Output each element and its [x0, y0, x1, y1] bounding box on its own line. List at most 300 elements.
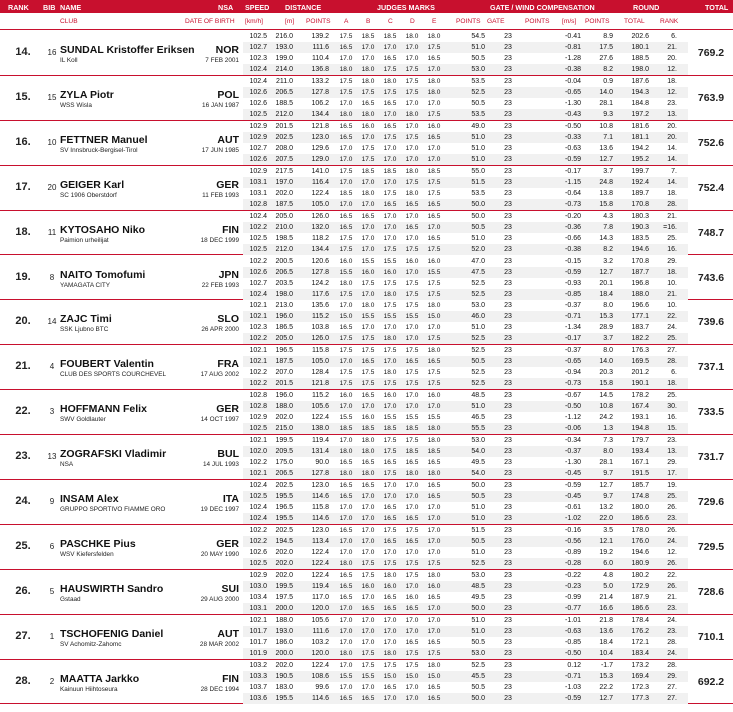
jump-gate: 23	[504, 133, 512, 141]
judge-mark: 18.5	[427, 448, 441, 456]
wind-speed: -0.65	[565, 358, 581, 366]
wind-speed: -0.17	[565, 167, 581, 175]
athlete-club: SV Innsbruck-Bergisel-Tirol	[60, 146, 138, 154]
wind-points: 8.0	[603, 302, 613, 310]
judge-mark: 16.0	[383, 392, 397, 400]
judge-mark: 16.5	[427, 55, 441, 62]
judge-points: 52.5	[471, 335, 485, 343]
round-rank: 23.	[667, 515, 677, 522]
judge-mark: 17.0	[427, 537, 441, 545]
round-rank: 26.	[667, 559, 677, 567]
jump-distance: 186.0	[275, 638, 293, 646]
round-rank: 24.	[667, 616, 677, 624]
judge-mark: 17.0	[405, 324, 419, 332]
jump-gate: 23	[504, 155, 512, 163]
judge-mark: 17.5	[427, 380, 441, 388]
athlete-nsa: GER	[216, 178, 239, 191]
judge-mark: 17.0	[405, 493, 419, 500]
jump-rows	[243, 615, 688, 659]
judge-mark: 17.5	[383, 661, 397, 669]
wind-points: 20.1	[599, 279, 613, 287]
judge-mark: 17.0	[361, 290, 375, 298]
athlete-dob: 19 DEC 1997	[200, 506, 239, 513]
judge-mark: 17.5	[405, 88, 419, 96]
round-total: 183.4	[631, 649, 649, 657]
wind-points: 18.4	[599, 638, 613, 646]
judge-mark: 17.5	[427, 110, 441, 118]
athlete-block	[0, 570, 733, 615]
jump-speed: 102.8	[249, 392, 267, 400]
athlete-rank: 24.	[15, 495, 31, 507]
jump-distance: 200.5	[275, 257, 293, 265]
judge-mark: 16.5	[427, 493, 441, 500]
jump-speed: 101.9	[249, 649, 267, 657]
judge-points: 52.5	[471, 88, 485, 96]
jump-distance-points: 141.0	[311, 167, 329, 175]
judge-mark: 17.0	[339, 627, 353, 635]
athlete-nsa: ITA	[222, 493, 239, 505]
round-total: 177.3	[631, 694, 649, 702]
jump-distance: 196.0	[275, 392, 293, 400]
jump-distance: 188.5	[275, 99, 293, 107]
round-rank: 15.	[667, 425, 677, 433]
judge-mark: 18.0	[361, 66, 375, 73]
judge-mark: 16.5	[427, 200, 441, 208]
round-total: 198.0	[631, 66, 649, 73]
jump-distance-points: 117.0	[312, 593, 329, 601]
athlete-name: INSAM Alex	[60, 493, 119, 505]
jump-row	[243, 401, 688, 412]
jump-speed: 102.4	[249, 77, 267, 85]
athlete-dob: 14 OCT 1997	[200, 416, 239, 424]
judge-mark: 17.5	[361, 155, 375, 163]
wind-speed: -1.12	[565, 414, 581, 422]
jump-speed: 103.0	[249, 582, 267, 590]
jump-distance-points: 115.8	[312, 504, 329, 511]
jump-speed: 102.7	[249, 279, 267, 287]
jump-distance: 187.5	[275, 200, 293, 208]
judge-points: 51.0	[471, 504, 485, 511]
judge-mark: 17.5	[405, 245, 419, 253]
jump-gate: 23	[504, 44, 512, 51]
athlete-dob: 7 FEB 2001	[205, 57, 239, 64]
jump-gate: 23	[504, 167, 512, 175]
judge-mark: 17.0	[405, 392, 419, 400]
round-rank: 13.	[667, 448, 677, 456]
judge-mark: 15.5	[383, 313, 397, 321]
judge-mark: 18.0	[427, 88, 441, 96]
round-rank: 10.	[667, 279, 677, 287]
round-rank: 30.	[667, 403, 677, 411]
judge-mark: 18.0	[383, 77, 397, 85]
athlete-block	[0, 525, 733, 570]
jump-speed: 102.4	[249, 515, 267, 522]
jump-rows	[243, 390, 688, 434]
jump-speed: 102.9	[249, 571, 267, 579]
athlete-nsa: FIN	[222, 672, 239, 685]
jump-rows	[243, 660, 688, 704]
judge-mark: 16.5	[339, 133, 353, 141]
round-total: 172.9	[631, 582, 649, 590]
athlete-total: 729.5	[697, 540, 725, 553]
wind-speed: -0.50	[565, 122, 581, 130]
jump-row	[243, 446, 688, 457]
judge-points: 52.5	[471, 380, 485, 388]
judge-points: 55.0	[471, 167, 485, 175]
athlete-rank: 27.	[15, 629, 31, 642]
judge-mark: 17.5	[427, 245, 441, 253]
judge-mark: 18.5	[383, 167, 397, 175]
jump-distance-points: 105.0	[311, 358, 329, 366]
judge-mark: 16.0	[361, 582, 375, 590]
judge-mark: 16.5	[427, 459, 441, 467]
judge-mark: 17.0	[405, 268, 419, 276]
jump-distance-points: 105.0	[311, 200, 329, 208]
jump-speed: 102.3	[249, 324, 267, 332]
jump-row	[243, 390, 688, 401]
judge-mark: 17.5	[383, 559, 397, 567]
athlete-dob: 28 MAR 2002	[199, 640, 239, 648]
judge-mark: 17.5	[383, 470, 397, 478]
judge-mark: 17.0	[383, 694, 397, 702]
wind-speed: -0.59	[565, 268, 581, 276]
wind-points: 15.3	[599, 672, 613, 680]
judge-mark: 17.0	[361, 200, 375, 208]
judge-mark: 17.0	[383, 324, 397, 332]
judge-mark: 17.0	[405, 44, 419, 51]
judge-mark: 17.0	[361, 526, 375, 534]
athlete-bib: 6	[49, 541, 55, 551]
round-rank: 21.	[667, 44, 677, 51]
jump-speed: 102.7	[249, 144, 267, 152]
round-total: 190.3	[631, 223, 649, 231]
judge-mark: 16.0	[427, 122, 441, 130]
athlete-club: NSA	[60, 461, 74, 469]
athlete-total: 752.4	[697, 181, 725, 194]
jump-gate: 23	[504, 459, 512, 467]
round-rank: 26.	[667, 504, 677, 511]
athlete-name: FOUBERT Valentin	[60, 358, 154, 371]
round-total: 187.7	[631, 268, 649, 276]
jump-speed: 102.5	[249, 234, 267, 242]
judge-mark: 17.0	[361, 504, 375, 511]
wind-speed: -1.34	[565, 324, 581, 332]
jump-distance: 214.0	[275, 66, 293, 73]
athlete-total: 731.7	[697, 451, 725, 464]
jump-row	[243, 435, 688, 446]
jump-speed: 102.7	[249, 44, 267, 51]
judge-mark: 18.0	[405, 470, 419, 478]
wind-points: 12.7	[599, 694, 613, 702]
header-name: NAME	[60, 3, 82, 12]
round-total: 180.2	[631, 571, 649, 579]
judge-mark: 16.5	[427, 593, 441, 601]
header-gate-points: POINTS	[525, 18, 550, 25]
round-total: 188.0	[631, 290, 649, 298]
wind-points: 7.1	[603, 133, 613, 141]
jump-row	[243, 166, 688, 177]
judge-mark: 17.5	[361, 335, 375, 343]
judge-mark: 17.0	[383, 627, 397, 635]
judge-mark: 17.5	[339, 234, 353, 242]
judge-mark: 15.5	[405, 414, 419, 422]
wind-speed: -0.50	[565, 403, 581, 411]
judge-mark: 16.5	[339, 493, 353, 500]
judge-mark: 17.0	[339, 504, 353, 511]
wind-speed: -0.59	[565, 155, 581, 163]
athlete-rank: 17.	[15, 180, 31, 193]
judge-mark: 16.5	[339, 122, 353, 130]
judge-mark: 18.0	[427, 425, 441, 433]
athlete-total: 737.1	[697, 361, 725, 374]
judge-mark: 17.0	[339, 155, 353, 163]
wind-speed: -0.94	[565, 369, 581, 377]
judge-mark: 17.0	[339, 99, 353, 107]
jump-speed: 102.9	[249, 122, 267, 130]
wind-speed: -0.61	[565, 504, 581, 511]
judge-mark: 18.0	[405, 33, 419, 40]
athlete-nsa: SUI	[221, 582, 239, 595]
judge-mark: 17.0	[427, 66, 441, 73]
athlete-name: MAATTA Jarkko	[60, 672, 140, 685]
judge-mark: 17.5	[339, 290, 353, 298]
jump-gate: 23	[504, 200, 512, 208]
judge-mark: 17.5	[361, 571, 375, 579]
round-rank: 29.	[667, 257, 677, 265]
jump-row	[243, 76, 688, 87]
athlete-club: Paimion urheilijat	[60, 236, 109, 244]
jump-speed: 103.3	[249, 672, 267, 680]
round-rank: 27.	[667, 694, 677, 702]
judge-mark: 17.5	[405, 437, 419, 445]
judge-mark: 17.0	[405, 122, 419, 130]
jump-distance-points: 99.6	[315, 683, 329, 691]
jump-row	[243, 177, 688, 188]
judge-mark: 18.0	[427, 437, 441, 445]
jump-speed: 102.6	[249, 155, 267, 163]
judge-points: 48.5	[471, 582, 485, 590]
jump-speed: 102.8	[249, 403, 267, 411]
round-rank: 10.	[667, 302, 677, 310]
wind-speed: -0.22	[565, 571, 581, 579]
athlete-bib: 13	[47, 452, 57, 462]
athlete-block	[0, 435, 733, 480]
wind-points: 8.0	[603, 448, 613, 456]
athlete-name: KYTOSAHO Niko	[60, 223, 145, 236]
wind-points: 14.5	[599, 392, 613, 400]
wind-speed: -0.43	[565, 110, 581, 118]
jump-row	[243, 558, 688, 569]
judge-mark: 17.5	[405, 302, 419, 310]
header-judge-a: A	[344, 18, 349, 25]
judge-mark: 17.5	[383, 302, 397, 310]
athlete-dob: 18 DEC 1999	[200, 236, 239, 244]
header-dob: DATE OF BIRTH	[185, 18, 235, 25]
round-rank: 25.	[667, 392, 677, 400]
jump-row	[243, 412, 688, 423]
wind-points: 9.7	[603, 470, 613, 478]
round-total: 183.5	[631, 234, 649, 242]
wind-points: 28.9	[599, 324, 613, 332]
athlete-block	[0, 345, 733, 390]
athlete-name: ZAJC Timi	[60, 313, 112, 326]
jump-speed: 102.6	[249, 268, 267, 276]
round-total: 195.2	[631, 155, 649, 163]
jump-distance: 193.0	[275, 627, 293, 635]
wind-speed: -0.20	[565, 212, 581, 220]
judge-mark: 16.5	[383, 593, 397, 601]
judge-mark: 18.0	[405, 189, 419, 197]
judge-mark: 17.0	[361, 537, 375, 545]
judge-points: 53.0	[471, 649, 485, 657]
wind-points: 21.4	[599, 593, 613, 601]
athlete-block	[0, 390, 733, 435]
judge-mark: 17.0	[361, 324, 375, 332]
wind-points: 9.3	[603, 110, 613, 118]
judge-mark: 16.5	[361, 358, 375, 366]
jump-distance: 200.0	[275, 604, 293, 612]
judge-mark: 16.0	[383, 582, 397, 590]
jump-distance: 206.5	[275, 268, 293, 276]
judge-mark: 17.0	[361, 245, 375, 253]
jump-rows	[243, 345, 688, 389]
jump-gate: 23	[504, 55, 512, 62]
judge-mark: 18.5	[361, 33, 375, 40]
judge-mark: 16.5	[427, 358, 441, 366]
judge-mark: 17.5	[361, 661, 375, 669]
jump-distance: 215.0	[275, 425, 293, 433]
judge-points: 50.5	[471, 683, 485, 691]
judge-points: 50.0	[471, 212, 485, 220]
wind-speed: -1.03	[565, 683, 581, 691]
judge-mark: 17.5	[383, 448, 397, 456]
wind-points: 13.2	[599, 504, 613, 511]
judge-mark: 17.0	[427, 627, 441, 635]
judge-points: 51.0	[471, 133, 485, 141]
judge-mark: 17.0	[339, 358, 353, 366]
judge-points: 50.5	[471, 537, 485, 545]
jump-distance-points: 114.6	[312, 515, 329, 522]
athlete-club: YAMAGATA CITY	[60, 281, 111, 289]
wind-points: 4.3	[603, 212, 613, 220]
athlete-bib: 15	[47, 92, 57, 102]
jump-distance: 196.5	[275, 347, 293, 355]
judge-mark: 17.0	[405, 627, 419, 635]
round-total: 190.1	[631, 380, 649, 388]
round-total: 167.1	[631, 459, 649, 467]
jump-gate: 23	[504, 33, 512, 40]
wind-points: 24.2	[599, 414, 613, 422]
wind-speed: -0.85	[565, 638, 581, 646]
jump-row	[243, 98, 688, 109]
jump-speed: 101.7	[249, 638, 267, 646]
jump-gate: 23	[504, 694, 512, 702]
jump-distance-points: 126.0	[311, 335, 329, 343]
judge-mark: 18.5	[405, 425, 419, 433]
jump-speed: 101.7	[249, 627, 267, 635]
judge-mark: 17.0	[361, 44, 375, 51]
judge-mark: 18.0	[361, 110, 375, 118]
judge-mark: 16.0	[405, 593, 419, 601]
jump-distance-points: 127.8	[311, 470, 329, 478]
jump-gate: 23	[504, 380, 512, 388]
judge-mark: 16.5	[427, 638, 441, 646]
athlete-bib: 5	[49, 586, 55, 596]
jump-speed: 102.5	[249, 493, 267, 500]
jump-gate: 23	[504, 392, 512, 400]
athlete-club: WSS Wisla	[60, 101, 92, 109]
wind-speed: -0.41	[565, 33, 581, 40]
judge-mark: 16.5	[339, 593, 353, 601]
judge-mark: 17.0	[361, 683, 375, 691]
jump-distance: 201.5	[275, 380, 293, 388]
round-rank: =16.	[663, 223, 677, 231]
wind-points: 24.8	[599, 178, 613, 186]
judge-mark: 18.0	[427, 661, 441, 669]
judge-mark: 16.0	[405, 257, 419, 265]
wind-speed: -0.67	[565, 392, 581, 400]
header-judge-c: C	[388, 18, 393, 25]
jump-distance-points: 121.8	[311, 380, 329, 388]
judge-mark: 16.5	[361, 604, 375, 612]
jump-row	[243, 233, 688, 244]
judge-mark: 15.0	[339, 313, 353, 321]
athlete-total: 752.6	[697, 136, 725, 149]
round-rank: 14.	[667, 144, 677, 152]
athlete-nsa: JPN	[218, 268, 239, 281]
jump-speed: 102.5	[249, 110, 267, 118]
judge-points: 54.0	[471, 448, 485, 456]
round-rank: 18.	[667, 77, 677, 85]
judge-points: 49.0	[471, 122, 485, 130]
judge-mark: 17.5	[383, 279, 397, 287]
judge-mark: 17.5	[361, 88, 375, 96]
jump-distance-points: 123.0	[311, 482, 329, 489]
header-gate-wind: GATE / WIND COMPENSATION	[490, 3, 595, 12]
jump-speed: 102.5	[249, 33, 267, 40]
jump-row	[243, 378, 688, 389]
round-total: 178.4	[631, 616, 649, 624]
athlete-rank: 16.	[15, 135, 31, 148]
jump-speed: 103.2	[249, 661, 267, 669]
jump-row	[243, 211, 688, 222]
judge-mark: 18.0	[339, 279, 353, 287]
jump-gate: 23	[504, 313, 512, 321]
judge-mark: 18.0	[383, 649, 397, 657]
jump-row	[243, 300, 688, 311]
judge-mark: 18.0	[361, 189, 375, 197]
wind-points: 13.6	[599, 144, 613, 152]
judge-mark: 17.5	[383, 66, 397, 73]
judge-mark: 16.5	[361, 459, 375, 467]
judge-mark: 17.0	[427, 403, 441, 411]
jump-distance-points: 131.4	[311, 448, 329, 456]
jump-rows	[243, 166, 688, 210]
jump-distance: 211.0	[276, 77, 293, 85]
judge-mark: 17.5	[405, 649, 419, 657]
wind-speed: -1.28	[565, 55, 581, 62]
judge-mark: 16.5	[339, 694, 353, 702]
judge-points: 50.5	[471, 358, 485, 366]
jump-distance: 202.0	[275, 559, 293, 567]
judge-mark: 18.0	[361, 470, 375, 478]
wind-points: 12.7	[599, 482, 613, 489]
round-rank: 16.	[667, 245, 677, 253]
wind-points: -1.7	[600, 661, 613, 669]
judge-points: 51.0	[471, 548, 485, 556]
jump-speed: 102.1	[249, 437, 267, 445]
judge-mark: 15.5	[383, 414, 397, 422]
